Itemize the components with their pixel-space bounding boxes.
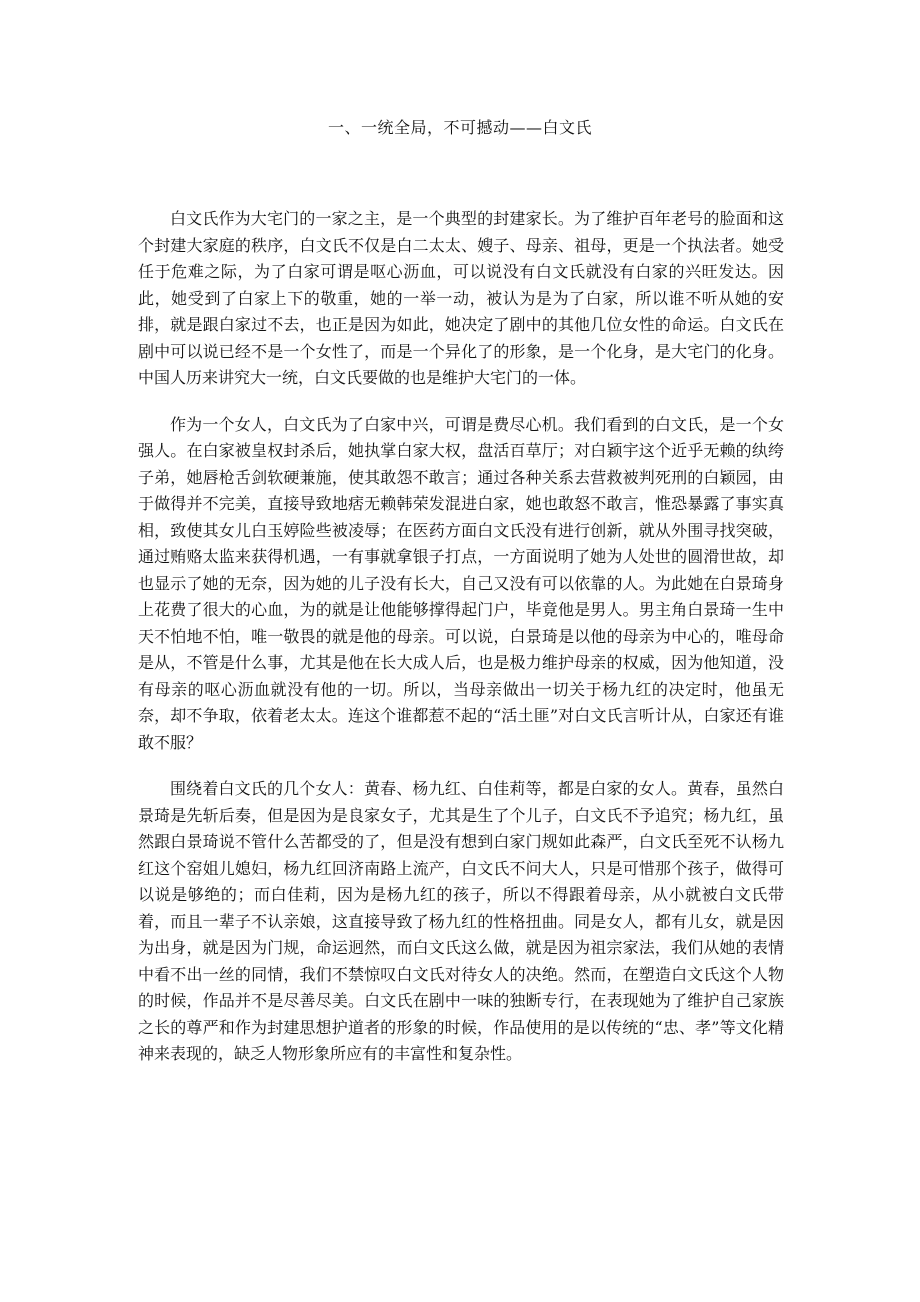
- paragraph-3: 围绕着白文氏的几个女人：黄春、杨九红、白佳莉等，都是白家的女人。黄春，虽然白景琦是先斩后奏，但是因为是良家女子，尤其是生了个儿子，白文氏不予追究；杨九红，虽然跟白景琦说不管什么苦都受的了，但是没有想到白家门规如此森严，白文氏至死不认杨九红这个窑姐儿媳妇，杨九红回济南路上流产，白文氏不问大人，只是可惜那个孩子，做得可以说是够绝的；而白佳莉，因为是杨九红的孩子，所以不得跟着母亲，从小就被白文氏带着，而且一辈子不认亲娘，这直接导致了杨九红的性格扭曲。同是女人，都有儿女，就是因为出身，就是因为门规，命运迥然，而白文氏这么做，就是因为祖宗家法，我们从她的表情中看不出一丝的同情，我们不禁惊叹白文氏对待女人的决绝。然而，在塑造白文氏这个人物的时候，作品并不是尽善尽美。白文氏在剧中一味的独断专行，在表现她为了维护自己家族之长的尊严和作为封建思想护道者的形象的时候，作品使用的是以传统的“忠、孝”等文化精神来表现的，缺乏人物形象所应有的丰富性和复杂性。: [138, 779, 784, 1063]
- paragraph-1: 白文氏作为大宅门的一家之主，是一个典型的封建家长。为了维护百年老号的脸面和这个封建大家庭的秩序，白文氏不仅是白二太太、嫂子、母亲、祖母，更是一个执法者。她受任于危难之际，为了白家可谓是呕心沥血，可以说没有白文氏就没有白家的兴旺发达。因此，她受到了白家上下的敬重，她的一举一动，被认为是为了白家，所以谁不听从她的安排，就是跟白家过不去，也正是因为如此，她决定了剧中的其他几位女性的命运。白文氏在剧中可以说已经不是一个女性了，而是一个异化了的形象，是一个化身，是大宅门的化身。中国人历来讲究大一统，白文氏要做的也是维护大宅门的一体。: [138, 209, 784, 387]
- paragraph-2: 作为一个女人，白文氏为了白家中兴，可谓是费尽心机。我们看到的白文氏，是一个女强人。在白家被皇权封杀后，她执掌白家大权，盘活百草厅；对白颖宇这个近乎无赖的纨绔子弟，她唇枪舌剑软硬兼施，使其敢怨不敢言；通过各种关系去营救被判死刑的白颖园，由于做得并不完美，直接导致地痞无赖韩荣发混进白家，她也敢怒不敢言，惟恐暴露了事实真相，致使其女儿白玉婷险些被凌辱；在医药方面白文氏没有进行创新，就从外围寻找突破，通过贿赂太监来获得机遇，一有事就拿银子打点，一方面说明了她为人处世的圆滑世故，却也显示了她的无奈，因为她的儿子没有长大，自己又没有可以依靠的人。为此她在白景琦身上花费了很大的心血，为的就是让他能够撑得起门户，毕竟他是男人。男主角白景琦一生中天不怕地不怕，唯一敬畏的就是他的母亲。可以说，白景琦是以他的母亲为中心的，唯母命是从，不管是什么事，尤其是他在长大成人后，也是极力维护母亲的权威，因为他知道，没有母亲的呕心沥血就没有他的一切。所以，当母亲做出一切关于杨九红的决定时，他虽无奈，却不争取，依着老太太。连这个谁都惹不起的“活土匪”对白文氏言听计从，白家还有谁敢不服？: [138, 414, 784, 752]
- body-text: [138, 206, 784, 1088]
- section-title: 一、一统全局，不可撼动——白文氏: [327, 118, 592, 137]
